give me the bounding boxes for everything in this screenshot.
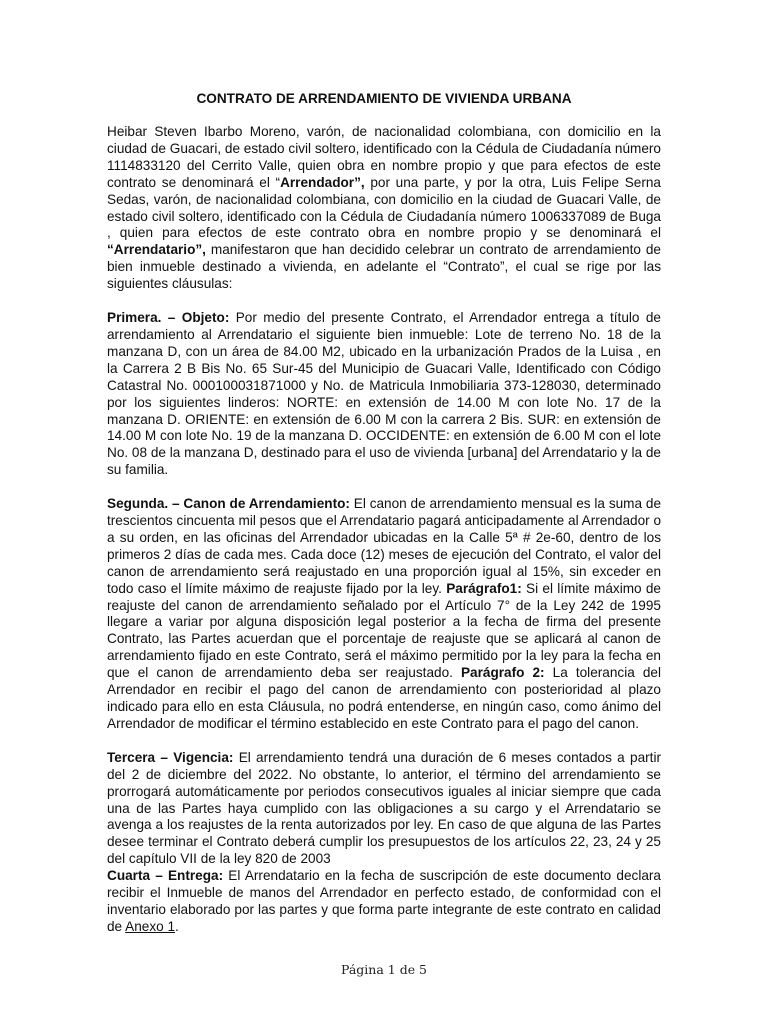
clause-cuarta-end: . — [175, 918, 179, 934]
paragrafo-2-heading: Parágrafo 2: — [460, 665, 545, 681]
intro-text-3: manifestaron que han decidido celebrar un contrato de arrendamiento de bien inmueble destinado a vivienda, en adelante el “Contrato”, el cual se rige por las siguientes cláusulas: — [107, 242, 661, 292]
document-body — [107, 90, 661, 936]
clause-primera-heading: Primera. – Objeto: — [107, 310, 230, 326]
clause-primera-text: Por medio del presente Contrato, el Arrendador entrega a título de arrendamiento al Arrendatario el siguiente bien inmueble: Lote de terreno No. 18 de la manzana D, con un área de 84.00 M2, ubicado en la urbanización Prados de la Luisa , en la Carrera 2 B Bis No. 65 Sur-45 del Municipio de Guacari Valle, Identificado con Código Catastral No. 000100031871000 y No. de Matricula Inmobiliaria 373-128030, determinado por los siguientes linderos: NORTE: en extensión de 14.00 M con lote No. 17 de la manzana D. ORIENTE: en extensión de 6.00 M con la carrera 2 Bis. SUR: en extensión de 14.00 M con lote No. 19 de la manzana D. OCCIDENTE: en extensión de 6.00 M con el lote No. 08 de la manzana D, destinado para el uso de vivienda [urbana] del Arrendatario y la de su familia. — [107, 310, 661, 478]
arrendatario-term: “Arrendatario”, — [107, 242, 206, 258]
clause-segunda — [107, 496, 661, 733]
clause-segunda-text-1: El canon de arrendamiento mensual es la suma de trescientos cincuenta mil pesos que el Arrendatario pagará anticipadamente al Arrendador o a su orden, en las oficinas del Arrendador ubicadas en la Calle 5ª # 2e-60, dentro de los primeros 2 días de cada mes. Cada doce (12) meses de ejecución del Contrato, el valor del canon de arrendamiento será reajustado en una proporción igual al 15%, sin exceder en todo caso el límite máximo de reajuste fijado por la ley. — [107, 496, 662, 596]
clause-cuarta — [107, 868, 661, 936]
clause-cuarta-heading: Cuarta – Entrega: — [107, 868, 224, 884]
clause-primera — [107, 310, 661, 479]
clause-tercera-text: El arrendamiento tendrá una duración de 6 meses contados a partir del 2 de diciembre del 2022. No obstante, lo anterior, el término del arrendamiento se prorrogará automáticamente por periodos consecutivos iguales al iniciar siempre que cada una de las Partes haya cumplido con las obligaciones a su cargo y el Arrendatario se avenga a los reajustes de la renta autorizados por ley. En caso de que alguna de las Partes desee terminar el Contrato deberá cumplir los presupuestos de los artículos 22, 23, 24 y 25 del capítulo VII de la ley 820 de 2003 — [107, 749, 661, 867]
clause-segunda-heading: Segunda. – Canon de Arrendamiento: — [107, 496, 350, 512]
page-number: Página 1 de 5 — [340, 962, 428, 977]
intro-text-2: por una parte, y por la otra, Luis Felipe Serna Sedas, varón, de nacionalidad colombiana, con domicilio en la ciudad de Guacari Valle, de estado civil soltero, identificado con la Cédula de Ciudadanía número 1006337089 de Buga , quien para efectos de este contrato obra en nombre propio y se denominará el — [107, 174, 661, 241]
clause-segunda-text-3: La tolerancia del Arrendador en recibir el pago del canon de arrendamiento con posterioridad al plazo indicado para ello en esta Cláusula, no podrá entenderse, en ningún caso, como ánimo del Arrendador de modificar el término establecido en este Contrato para el pago del canon. — [107, 665, 661, 731]
clause-tercera-heading: Tercera – Vigencia: — [107, 749, 234, 765]
anexo-1-link: Anexo 1 — [125, 918, 176, 934]
clause-cuarta-text: El Arrendatario en la fecha de suscripción de este documento declara recibir el Inmueble de manos del Arrendador en perfecto estado, de conformidad con el inventario elaborado por las partes y que forma parte integrante de este contrato en calidad de — [107, 868, 661, 934]
contract-title: CONTRATO DE ARRENDAMIENTO DE VIVIENDA URBANA — [196, 91, 572, 106]
clause-segunda-text-2: Si el límite máximo de reajuste del canon de arrendamiento señalado por el Artículo 7° de la Ley 242 de 1995 llegare a variar por alguna disposición legal posterior a la fecha de firma del presente Contrato, las Partes acuerdan que el porcentaje de reajuste que se aplicará al canon de arrendamiento fijado en este Contrato, será el máximo permitido por la ley para la fecha en que el canon de arrendamiento deba ser reajustado. — [107, 580, 661, 681]
paragrafo-1-heading: Parágrafo1: — [446, 580, 522, 596]
clause-tercera — [107, 750, 661, 868]
intro-paragraph — [107, 124, 661, 293]
intro-text-1: Heibar Steven Ibarbo Moreno, varón, de nacionalidad colombiana, con domicilio en la ciudad de Guacari, de estado civil soltero, identificado con la Cédula de Ciudadanía número 1114833120 del Cerrito Valle, quien obra en nombre propio y que para efectos de este contrato se denominará el “ — [107, 124, 661, 190]
arrendador-term: Arrendador”, — [280, 174, 365, 190]
